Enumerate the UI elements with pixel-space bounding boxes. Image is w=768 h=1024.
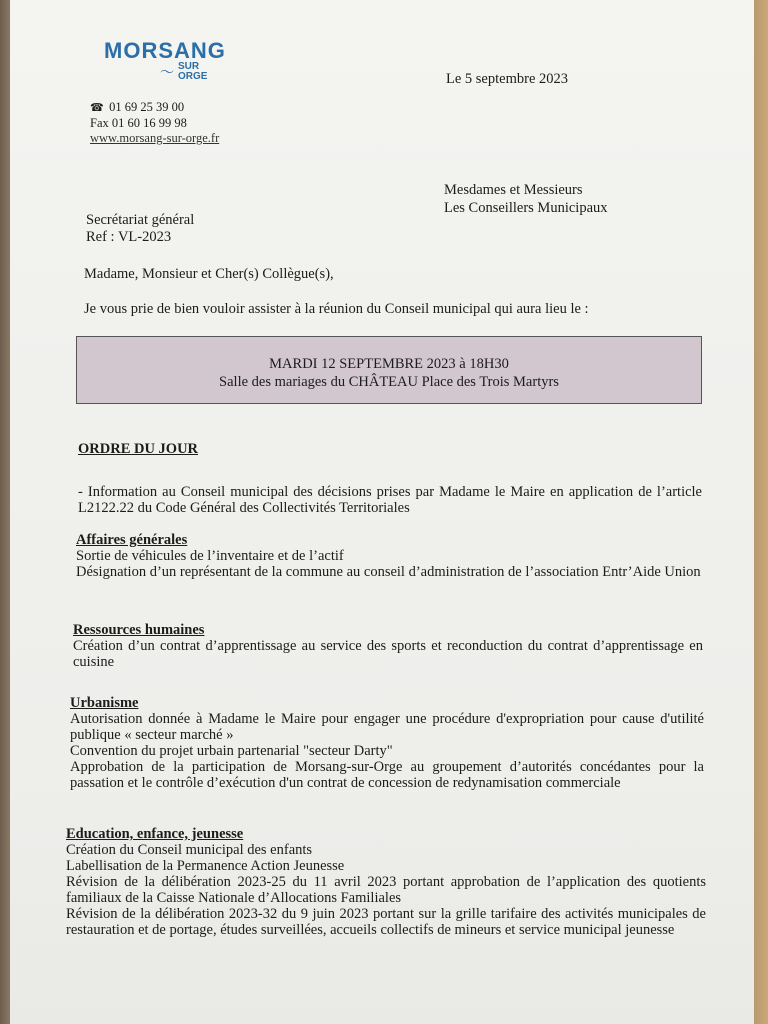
logo-subtitle: SUR ORGE: [178, 61, 208, 82]
agenda-title: ORDRE DU JOUR: [78, 441, 199, 457]
contact-block: [90, 100, 219, 146]
letter-page: [10, 0, 754, 1024]
letter-date: Le 5 septembre 2023: [446, 71, 569, 87]
table-surface-right: [754, 0, 768, 1024]
recipients: [444, 181, 608, 217]
agenda-item: Convention du projet urbain partenarial "secteur Darty": [70, 743, 393, 759]
agenda-item: Approbation de la participation de Morsang-sur-Orge au groupement d’autorités concédantes pour la passation et le contrôle d’exécution d'un contrat de concession de redynamisation commerciale: [70, 759, 704, 791]
section-urbanisme: [70, 695, 704, 791]
recipient-line: Les Conseillers Municipaux: [444, 200, 608, 216]
website-link[interactable]: www.morsang-sur-orge.fr: [90, 131, 220, 145]
recipient-line: Mesdames et Messieurs: [444, 182, 583, 198]
meeting-location: Salle des mariages du CHÂTEAU Place des Trois Martyrs: [219, 374, 559, 390]
agenda-item: Création du Conseil municipal des enfants: [66, 842, 313, 858]
service-name: Secrétariat général: [86, 212, 195, 228]
agenda-item: Création d’un contrat d’apprentissage au service des sports et reconduction du contrat d’apprentissage en cuisine: [73, 638, 703, 670]
agenda-item: Labellisation de la Permanence Action Jeunesse: [66, 858, 345, 874]
phone-number: 01 69 25 39 00: [109, 100, 185, 114]
agenda-item: Autorisation donnée à Madame le Maire pour engager une procédure d'expropriation pour cause d'utilité publique « secteur marché »: [70, 711, 704, 743]
phone-line: [90, 100, 219, 116]
section-title: Affaires générales: [76, 532, 188, 548]
morsang-logo: [104, 38, 226, 82]
agenda-preamble: - Information au Conseil municipal des décisions prises par Madame le Maire en application de l’article L2122.22 du Code Général des Collectivités Territoriales: [78, 484, 702, 516]
fax-line: Fax 01 60 16 99 98: [90, 116, 187, 130]
section-title: Urbanisme: [70, 695, 139, 711]
section-affaires-generales: [76, 532, 702, 580]
meeting-details-box: [76, 336, 702, 404]
intro-text: Je vous prie de bien vouloir assister à la réunion du Conseil municipal qui aura lieu le :: [84, 301, 589, 317]
wave-icon: ～: [160, 64, 174, 80]
section-title: Education, enfance, jeunesse: [66, 826, 244, 842]
agenda-item: Désignation d’un représentant de la commune au conseil d’administration de l’association Entr’Aide Union: [76, 564, 701, 580]
meeting-datetime: MARDI 12 SEPTEMBRE 2023 à 18H30: [269, 356, 509, 372]
section-education-enfance-jeunesse: [66, 826, 706, 938]
agenda-item: Sortie de véhicules de l’inventaire et de l’actif: [76, 548, 344, 564]
phone-icon: ☎: [90, 102, 104, 114]
agenda-item: Révision de la délibération 2023-32 du 9 juin 2023 portant sur la grille tarifaire des activités municipales de restauration et de portage, études surveillées, accueils collectifs de mineurs et service municipal jeunesse: [66, 906, 706, 938]
sender-reference: [86, 212, 194, 246]
logo-wordmark: MORSANG: [104, 38, 226, 63]
agenda-item: Révision de la délibération 2023-25 du 11 avril 2023 portant approbation de l’application des quotients familiaux de la Caisse Nationale d’Allocations Familiales: [66, 874, 706, 906]
salutation: Madame, Monsieur et Cher(s) Collègue(s),: [84, 266, 334, 282]
reference-number: Ref : VL-2023: [86, 229, 172, 245]
section-ressources-humaines: [73, 622, 703, 670]
section-title: Ressources humaines: [73, 622, 205, 638]
